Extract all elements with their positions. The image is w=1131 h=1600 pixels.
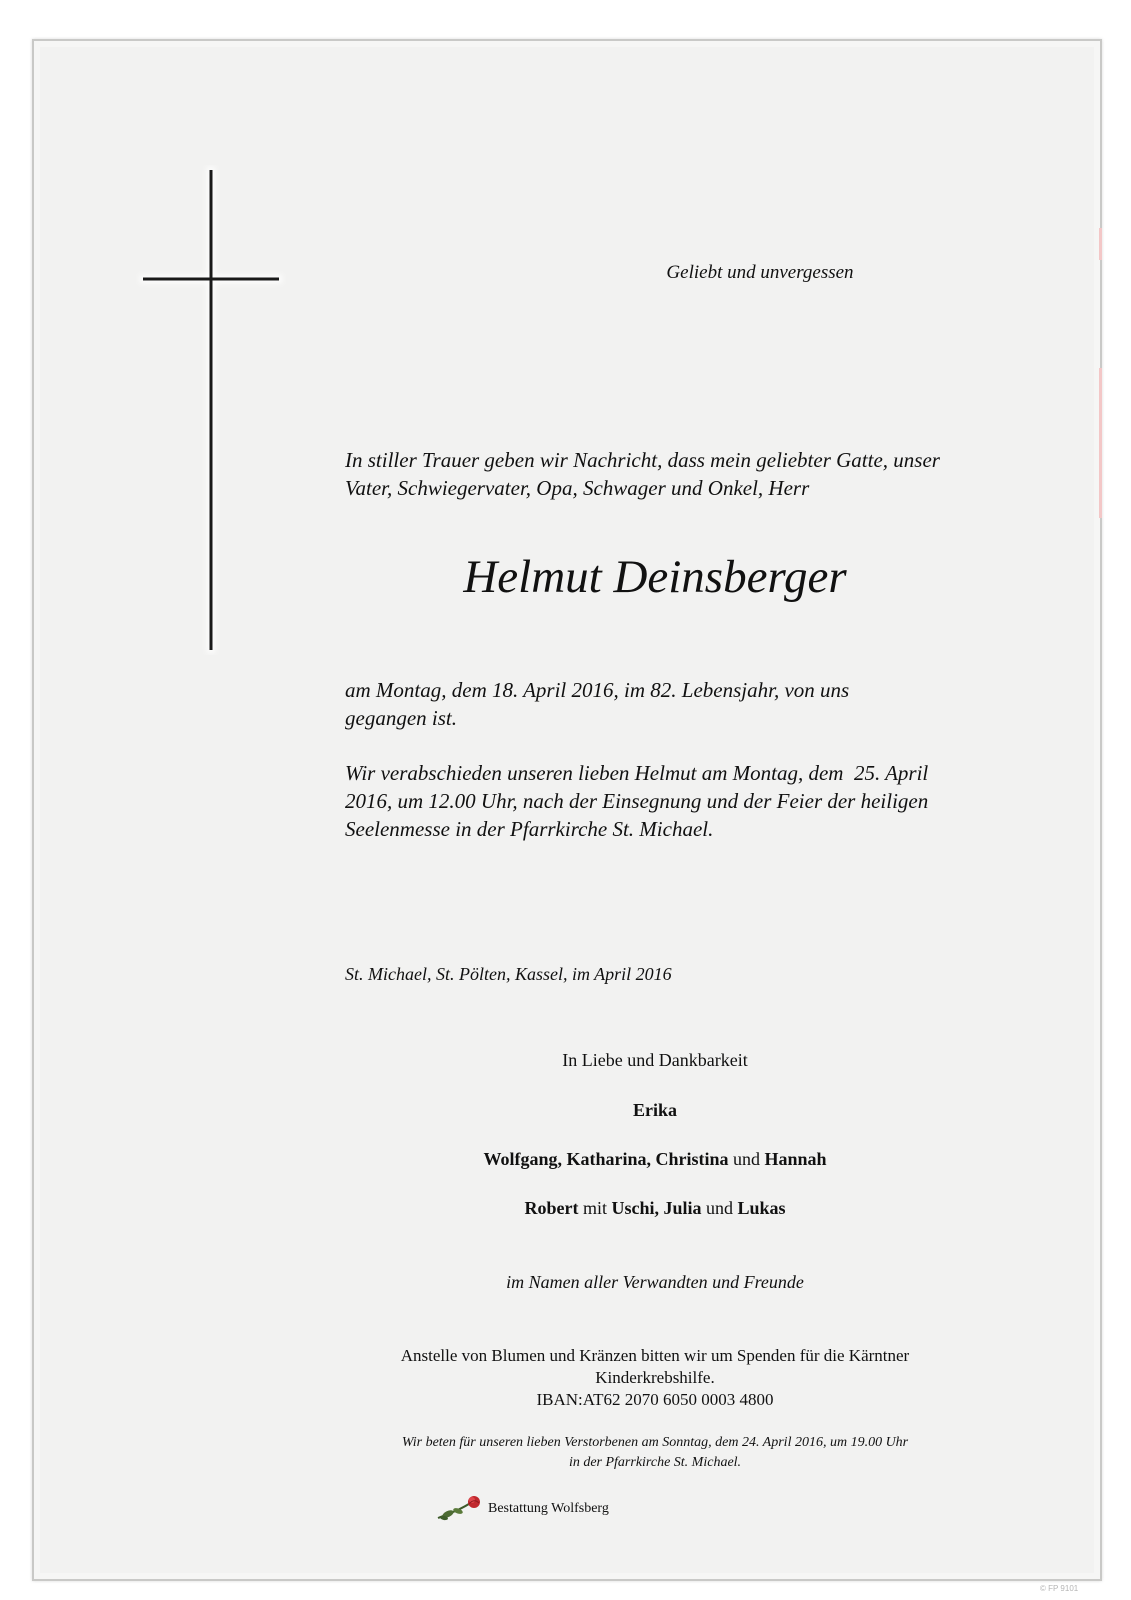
donation-line: Kinderkrebshilfe. [595, 1368, 715, 1387]
death-line: am Montag, dem 18. April 2016, im 82. Lebensjahr, von uns [345, 678, 850, 702]
mourner-names: Wolfgang, Katharina, Christina [483, 1149, 729, 1169]
prayer-line: in der Pfarrkirche St. Michael. [568, 1455, 742, 1470]
rose-icon [436, 1494, 482, 1522]
conjunction: und [705, 1198, 733, 1218]
place-date: St. Michael, St. Pölten, Kassel, im April 2016 [345, 964, 672, 984]
undertaker-name: Bestattung Wolfsberg [488, 1501, 609, 1516]
mourner-family [330, 1198, 980, 1219]
donation-iban: IBAN:AT62 2070 6050 0003 4800 [536, 1390, 774, 1409]
mourner-names: Lukas [737, 1198, 786, 1218]
mourner-names: Robert [524, 1198, 579, 1218]
death-text [345, 676, 965, 732]
intro-line: In stiller Trauer geben wir Nachricht, dass mein geliebter Gatte, unser [345, 448, 940, 472]
copyright-mark: © FP 9101 [1040, 1584, 1079, 1593]
prayer-line: Wir beten für unseren lieben Verstorbenen am Sonntag, dem 24. April 2016, um 19.00 Uhr [401, 1435, 909, 1450]
donation-line: Anstelle von Blumen und Kränzen bitten wir um Spenden für die Kärntner [400, 1346, 910, 1365]
funeral-text [345, 759, 985, 843]
cross-icon [136, 165, 286, 655]
funeral-line: 2016, um 12.00 Uhr, nach der Einsegnung und der Feier der heiligen [345, 789, 929, 813]
donation-request [330, 1345, 980, 1411]
mourner-names: Hannah [764, 1149, 827, 1169]
edge-accent [1099, 228, 1102, 260]
edge-accent [1099, 368, 1102, 518]
motto: Geliebt und unvergessen [666, 262, 854, 283]
funeral-line: Seelenmesse in der Pfarrkirche St. Michael. [345, 817, 714, 841]
intro-text [345, 446, 985, 502]
conjunction: und [732, 1149, 760, 1169]
mourner-children [330, 1149, 980, 1170]
mourner-spouse: Erika [632, 1100, 677, 1120]
mourners-closing: im Namen aller Verwandten und Freunde [506, 1272, 804, 1292]
intro-line: Vater, Schwiegervater, Opa, Schwager und Onkel, Herr [345, 476, 810, 500]
mourner-names: Uschi, Julia [611, 1198, 702, 1218]
mourners-heading: In Liebe und Dankbarkeit [562, 1050, 748, 1070]
funeral-line: Wir verabschieden unseren lieben Helmut am Montag, dem 25. April [345, 761, 929, 785]
deceased-name: Helmut Deinsberger [463, 551, 847, 603]
death-line: gegangen ist. [345, 706, 457, 730]
prayer-notice [330, 1433, 980, 1473]
conjunction: mit [582, 1198, 607, 1218]
